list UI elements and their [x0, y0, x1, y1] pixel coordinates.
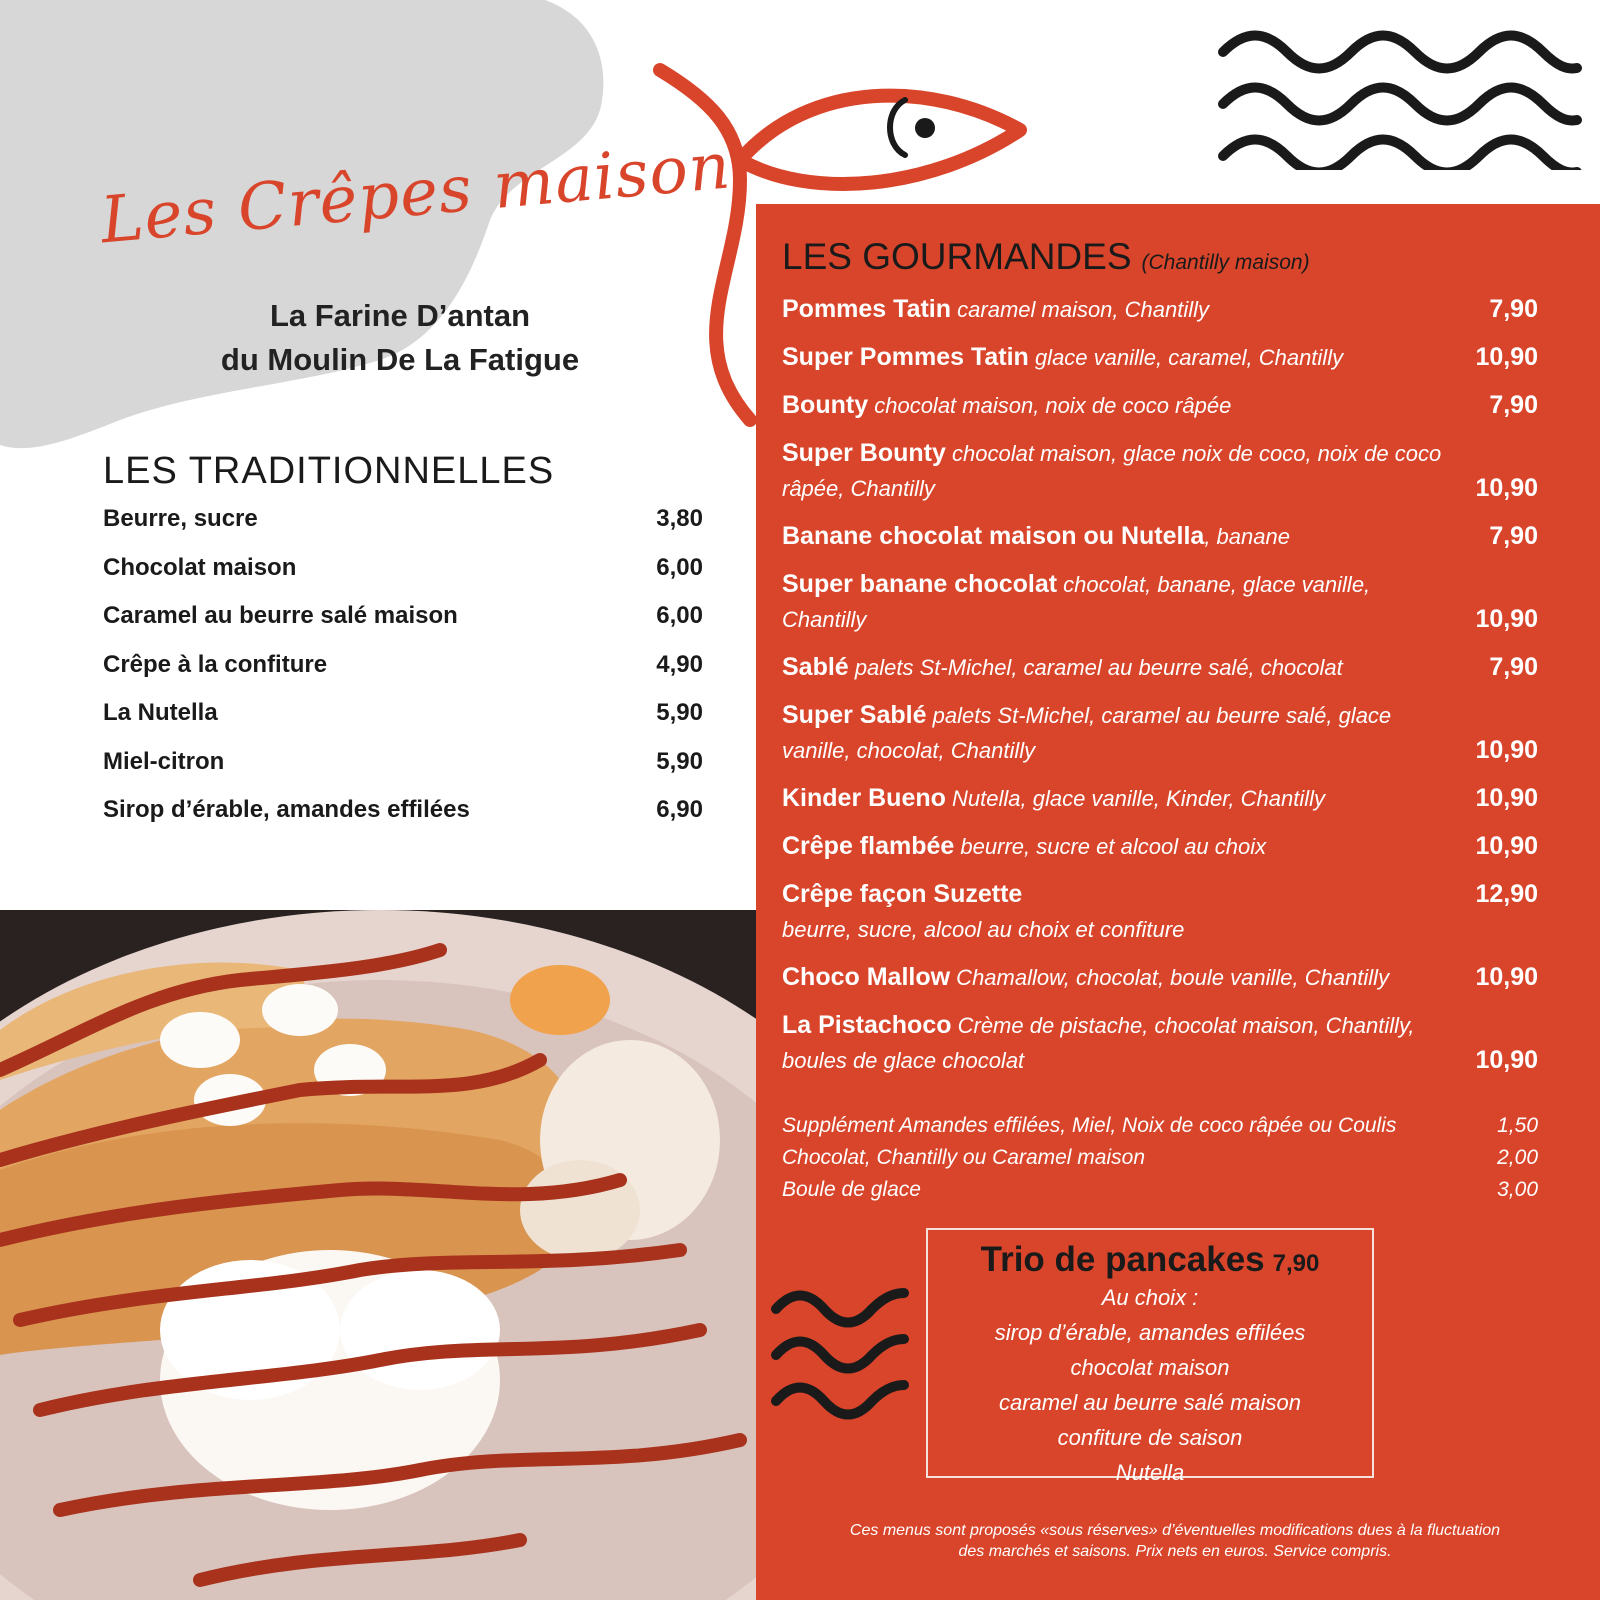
item-description: palets St-Michel, caramel au beurre salé, glace vanille, chocolat, Chantilly — [782, 703, 1392, 763]
menu-item — [782, 698, 1538, 768]
item-name: Choco Mallow — [782, 963, 951, 991]
menu-item — [103, 554, 703, 603]
traditionnelles-list — [103, 505, 703, 845]
trio-price: 7,90 — [1272, 1250, 1320, 1277]
supplement-price: 2,00 — [1497, 1146, 1538, 1169]
gourmandes-subtitle: (Chantilly maison) — [1141, 251, 1310, 274]
item-price: 10,90 — [1475, 784, 1538, 812]
item-price: 10,90 — [1475, 832, 1538, 860]
item-name: Crêpe façon Suzette — [782, 880, 1023, 908]
item-description: beurre, sucre et alcool au choix — [954, 834, 1267, 859]
item-name: Miel-citron — [103, 747, 225, 775]
item-price: 7,90 — [1489, 522, 1538, 550]
item-description: chocolat maison, glace noix de coco, noix de coco râpée, Chantilly — [782, 441, 1442, 501]
item-price: 6,00 — [656, 602, 703, 629]
trio-title: Trio de pancakes — [980, 1240, 1265, 1279]
item-price: 10,90 — [1475, 474, 1538, 502]
menu-item — [103, 505, 703, 554]
wave-pattern-icon — [1215, 30, 1585, 170]
supplement-label: Chocolat, Chantilly ou Caramel maison — [782, 1146, 1145, 1169]
supplement-label: Supplément Amandes effilées, Miel, Noix de coco râpée ou Coulis — [782, 1114, 1397, 1137]
gourmandes-heading — [782, 236, 1310, 278]
menu-item — [782, 781, 1538, 816]
item-price: 10,90 — [1475, 963, 1538, 991]
item-name: Banane chocolat maison ou Nutella — [782, 522, 1205, 550]
menu-item — [782, 1008, 1538, 1078]
menu-item — [782, 829, 1538, 864]
menu-script-title: Les Crêpes maison — [97, 129, 734, 259]
trio-title-row — [928, 1240, 1372, 1280]
item-name: Sablé — [782, 653, 849, 681]
trio-pancakes-box — [926, 1228, 1374, 1485]
item-name: Kinder Bueno — [782, 784, 946, 812]
item-price: 6,00 — [656, 553, 703, 581]
item-name: La Nutella — [103, 699, 218, 726]
item-price: 10,90 — [1475, 343, 1538, 371]
menu-item — [103, 651, 703, 700]
supplement-label: Boule de glace — [782, 1178, 921, 1201]
item-price: 7,90 — [1489, 653, 1538, 681]
supplements-list — [782, 1114, 1538, 1210]
supplement-price: 1,50 — [1497, 1114, 1538, 1137]
item-description: Nutella, glace vanille, Kinder, Chantilly — [945, 786, 1325, 811]
item-name: La Pistachoco — [782, 1011, 952, 1039]
menu-item — [782, 388, 1538, 423]
item-price: 10,90 — [1475, 605, 1538, 633]
item-description: , banane — [1204, 524, 1290, 549]
item-name: Caramel au beurre salé maison — [103, 602, 458, 629]
item-description: Chamallow, chocolat, boule vanille, Chantilly — [950, 965, 1390, 990]
item-price: 7,90 — [1489, 295, 1538, 323]
item-price: 5,90 — [656, 699, 703, 726]
item-description: glace vanille, caramel, Chantilly — [1028, 345, 1344, 370]
gourmandes-title: LES GOURMANDES — [782, 236, 1132, 277]
item-name: Super Pommes Tatin — [782, 343, 1029, 371]
item-name: Super Bounty — [782, 439, 946, 467]
item-price: 12,90 — [1475, 880, 1538, 908]
supplement-row — [782, 1114, 1538, 1146]
trio-option: chocolat maison — [1070, 1355, 1230, 1380]
wave-pattern-icon — [770, 1285, 910, 1425]
item-description: caramel maison, Chantilly — [951, 297, 1210, 322]
item-price: 3,80 — [656, 505, 703, 532]
flour-subtitle — [150, 294, 650, 382]
gourmandes-list — [782, 292, 1538, 1091]
footer-disclaimer — [770, 1520, 1580, 1562]
item-name: Crêpe flambée — [782, 832, 955, 860]
menu-item — [782, 960, 1538, 995]
trio-option: sirop d’érable, amandes effilées — [994, 1320, 1306, 1345]
menu-item — [782, 292, 1538, 327]
subtitle-line-2: du Moulin De La Fatigue — [220, 342, 580, 377]
menu-item — [103, 699, 703, 748]
trio-option: confiture de saison — [1057, 1425, 1243, 1450]
menu-item — [782, 650, 1538, 685]
supplement-row — [782, 1178, 1538, 1210]
trio-option: Nutella — [1115, 1460, 1185, 1485]
menu-item — [782, 877, 1538, 947]
crepe-photo — [0, 910, 756, 1600]
item-price: 10,90 — [1475, 736, 1538, 764]
footer-line-2: des marchés et saisons. Prix nets en euros. Service compris. — [958, 1543, 1392, 1560]
trio-option: Au choix : — [1101, 1285, 1199, 1310]
item-name: Chocolat maison — [103, 553, 297, 581]
footer-line-1: Ces menus sont proposés «sous réserves» d’éventuelles modifications dues à la fluctuation — [849, 1522, 1501, 1539]
menu-item — [782, 436, 1538, 506]
menu-item — [103, 796, 703, 845]
item-name: Beurre, sucre — [103, 505, 258, 532]
supplement-price: 3,00 — [1497, 1178, 1538, 1201]
subtitle-line-1: La Farine D’antan — [269, 298, 531, 333]
item-description: Crème de pistache, chocolat maison, Chantilly, boules de glace chocolat — [782, 1013, 1415, 1073]
item-price: 5,90 — [656, 747, 703, 775]
supplement-row — [782, 1146, 1538, 1178]
item-description: palets St-Michel, caramel au beurre salé, chocolat — [848, 655, 1343, 680]
item-price: 10,90 — [1475, 1046, 1538, 1074]
menu-item — [782, 519, 1538, 554]
menu-item — [103, 748, 703, 797]
menu-item — [782, 340, 1538, 375]
item-name: Super Sablé — [782, 701, 927, 729]
item-name: Crêpe à la confiture — [103, 650, 328, 678]
item-price: 7,90 — [1489, 391, 1538, 419]
item-description: chocolat maison, noix de coco râpée — [868, 393, 1232, 418]
trio-option: caramel au beurre salé maison — [998, 1390, 1302, 1415]
item-description: chocolat, banane, glace vanille, Chantilly — [782, 572, 1371, 632]
menu-item — [782, 567, 1538, 637]
traditionnelles-heading: LES TRADITIONNELLES — [103, 450, 555, 492]
item-price: 6,90 — [656, 796, 703, 823]
item-name: Sirop d’érable, amandes effilées — [103, 796, 470, 823]
item-name: Pommes Tatin — [782, 295, 952, 323]
item-name: Super banane chocolat — [782, 570, 1058, 598]
item-price: 4,90 — [656, 650, 703, 678]
item-description: beurre, sucre, alcool au choix et confiture — [782, 917, 1185, 942]
menu-item — [103, 602, 703, 651]
item-name: Bounty — [782, 391, 869, 419]
